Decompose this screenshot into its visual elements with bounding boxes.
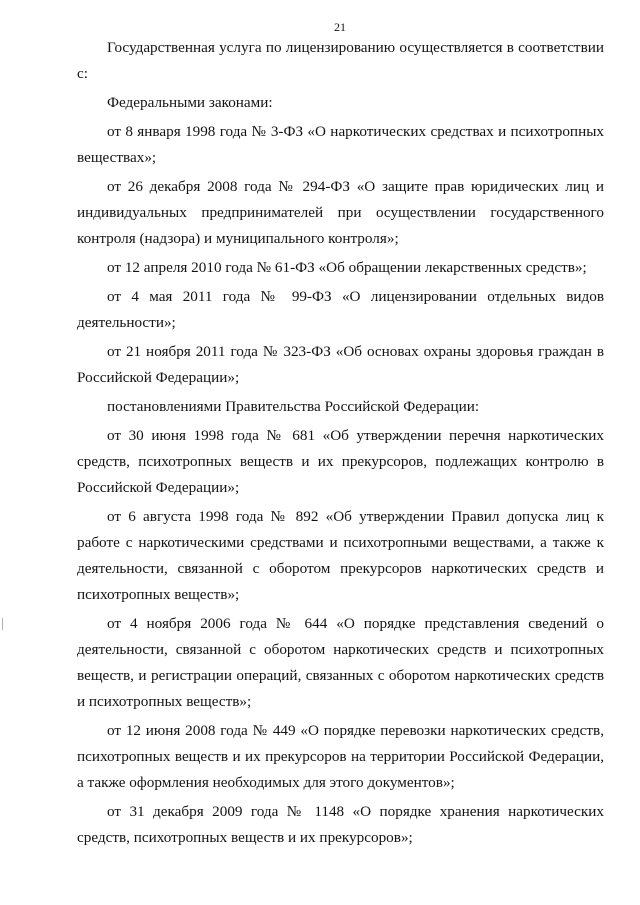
paragraph-law-61-fz: от 12 апреля 2010 года № 61-ФЗ «Об обращении лекарственных средств»; (107, 259, 587, 276)
paragraph-government-resolutions-heading: постановлениями Правительства Российской Федерации: (107, 398, 480, 415)
paragraph-resolution-1148: от 31 декабря 2009 года № 1148 «О порядке хранения наркотических средств, психотропных веществ и их прекурсоров»; (77, 803, 604, 846)
paragraph-law-3-fz: от 8 января 1998 года № 3-ФЗ «О наркотических средствах и психотропных веществах»; (77, 123, 604, 166)
paragraph-federal-laws-heading: Федеральными законами: (107, 94, 273, 111)
scan-margin-mark (2, 618, 3, 630)
paragraph-resolution-449: от 12 июня 2008 года № 449 «О порядке перевозки наркотических средств, психотропных веществ и их прекурсоров на территории Российской Федерации, а также оформления необходимых для этого документов»; (77, 722, 604, 791)
paragraph-intro: Государственная услуга по лицензированию осуществляется в соответствии с: (77, 39, 604, 82)
paragraph-law-294-fz: от 26 декабря 2008 года № 294-ФЗ «О защите прав юридических лиц и индивидуальных предпринимателей при осуществлении государственного контроля (надзора) и муниципального контроля»; (77, 178, 604, 247)
body-text (77, 35, 604, 854)
paragraph-law-323-fz: от 21 ноября 2011 года № 323-ФЗ «Об основах охраны здоровья граждан в Российской Федерации»; (77, 343, 604, 386)
paragraph-resolution-681: от 30 июня 1998 года № 681 «Об утверждении перечня наркотических средств, психотропных веществ и их прекурсоров, подлежащих контролю в Российской Федерации»; (77, 427, 604, 496)
paragraph-resolution-644: от 4 ноября 2006 года № 644 «О порядке представления сведений о деятельности, связанной с оборотом наркотических средств и психотропных веществ, и регистрации операций, связанных с оборотом наркотических средств и психотропных веществ»; (77, 615, 604, 710)
paragraph-law-99-fz: от 4 мая 2011 года № 99-ФЗ «О лицензировании отдельных видов деятельности»; (77, 288, 604, 331)
paragraph-resolution-892: от 6 августа 1998 года № 892 «Об утверждении Правил допуска лиц к работе с наркотическими средствами и психотропными веществами, а также к деятельности, связанной с оборотом прекурсоров наркотических средств и психотропных веществ»; (77, 508, 604, 603)
page-number: 21 (334, 20, 346, 34)
